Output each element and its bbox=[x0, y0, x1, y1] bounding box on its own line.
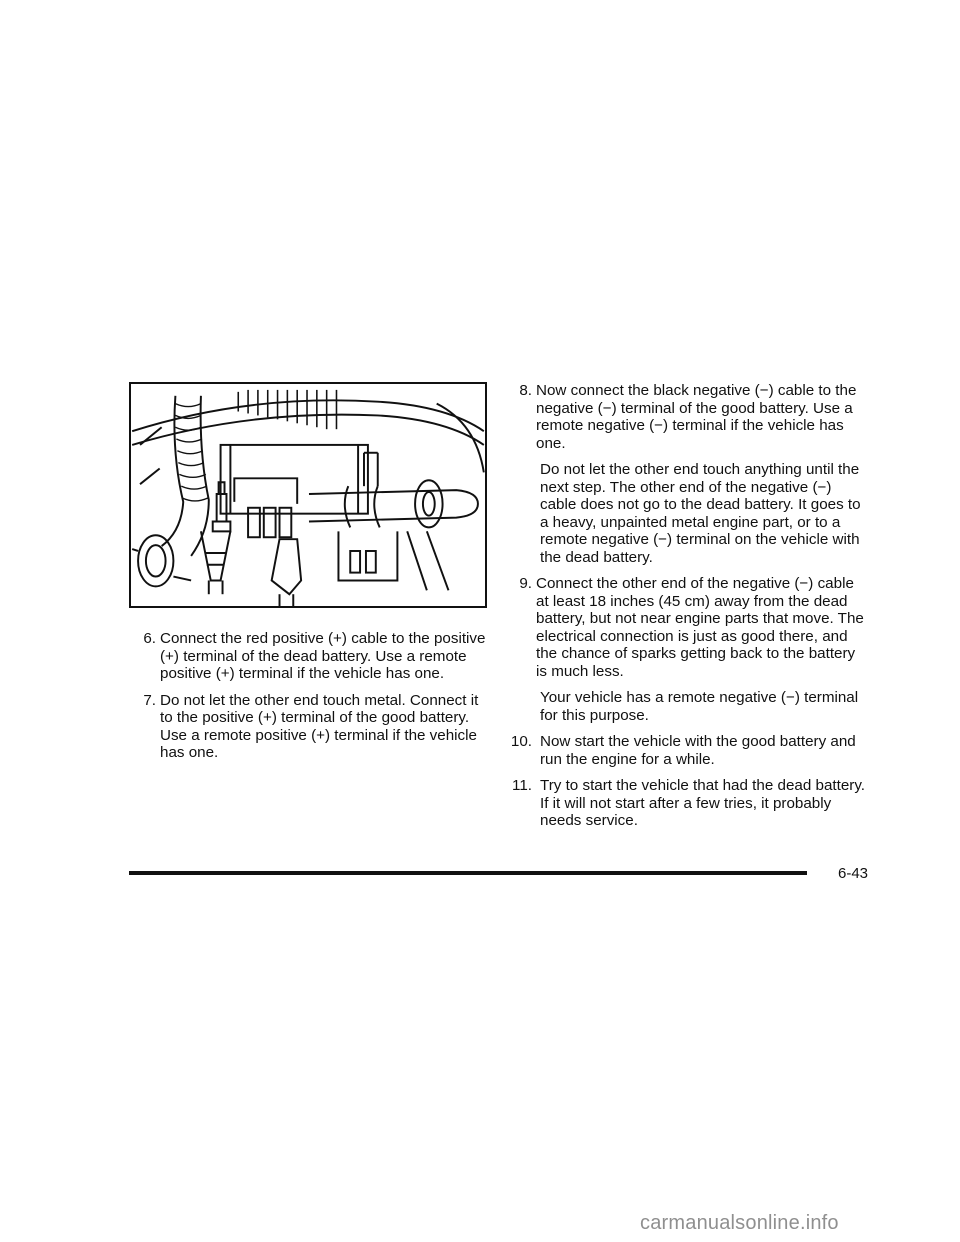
step-9 bbox=[508, 575, 868, 680]
step-number: 9. bbox=[519, 575, 532, 592]
step-number: 8. bbox=[519, 382, 532, 399]
page-number: 6-43 bbox=[838, 865, 869, 882]
step-number: 7. bbox=[143, 691, 156, 709]
step-number: 11. bbox=[512, 777, 532, 794]
step-8 bbox=[508, 382, 868, 452]
step-text: Now start the vehicle with the good battery and run the engine for a while. bbox=[540, 733, 856, 768]
right-column bbox=[508, 382, 868, 839]
step-text: Connect the red positive (+) cable to the positive (+) terminal of the dead battery. Use a remote positive (+) terminal if the vehicle has one. bbox=[160, 630, 486, 682]
step-10 bbox=[508, 733, 868, 768]
step-7 bbox=[132, 692, 492, 762]
step-11 bbox=[508, 777, 868, 830]
watermark: carmanualsonline.info bbox=[640, 1212, 839, 1234]
step-text: Now connect the black negative (−) cable to the negative (−) terminal of the good battery. Use a remote negative (−) terminal if the vehicle has one. bbox=[536, 382, 857, 452]
step-text: Do not let the other end touch metal. Connect it to the positive (+) terminal of the good battery. Use a remote positive (+) terminal if the vehicle has one. bbox=[160, 691, 479, 761]
left-column bbox=[132, 630, 492, 771]
step-text: Connect the other end of the negative (−) cable at least 18 inches (45 cm) away from the dead battery, but not near engine parts that move. The electrical connection is just as good there, and the chance of sparks getting back to the battery is much less. bbox=[536, 575, 864, 680]
step-6 bbox=[132, 630, 492, 683]
step-number: 10. bbox=[510, 733, 532, 750]
step-9-note: Your vehicle has a remote negative (−) terminal for this purpose. bbox=[540, 689, 859, 724]
step-8-note: Do not let the other end touch anything until the next step. The other end of the negative (−) cable does not go to the dead battery. It goes to a heavy, unpainted metal engine part, or to a remote negative (−) terminal on the vehicle with the dead battery. bbox=[540, 461, 861, 566]
engine-terminal-illustration bbox=[129, 382, 487, 608]
footer-rule bbox=[129, 871, 807, 875]
step-text: Try to start the vehicle that had the dead battery. If it will not start after a few tries, it probably needs service. bbox=[540, 777, 866, 829]
step-number: 6. bbox=[143, 630, 156, 647]
